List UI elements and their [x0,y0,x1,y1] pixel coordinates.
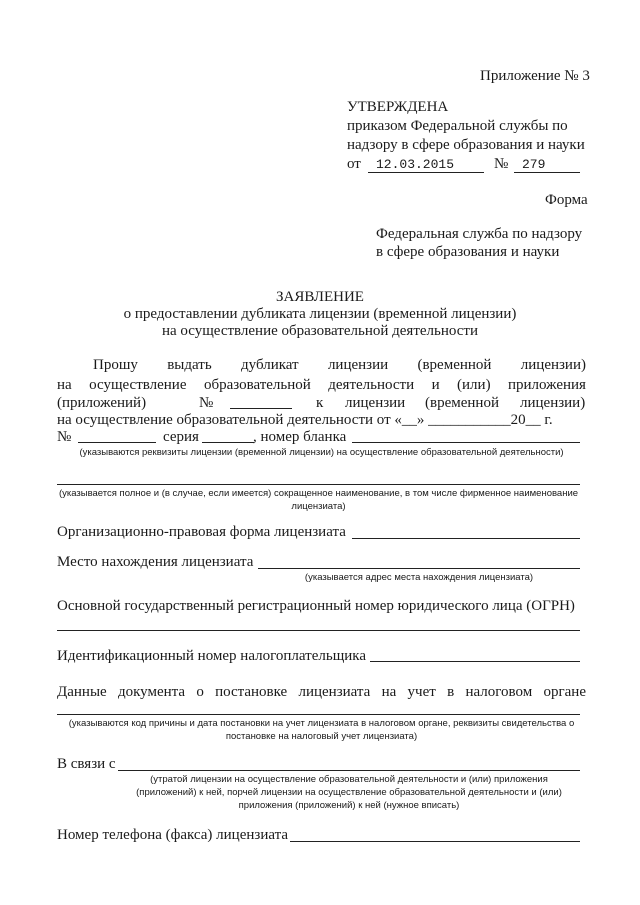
series-label: серия [163,429,199,445]
para-line-3-number-sign: № [199,395,214,411]
order-date: 12.03.2015 [376,157,455,172]
number-prefix: № [494,156,509,172]
word: лицензии [327,357,389,373]
word: налоговом [465,684,533,700]
para-line-3-temporary: (временной [425,395,499,411]
location-label: Место нахождения лицензиата [57,554,254,570]
license-number-field[interactable] [78,442,156,443]
para-line-4: на осуществление образовательной деятельности от «__» ___________20__ г. [57,412,553,428]
license-number-label: № [57,429,72,445]
addressee-line-1: Федеральная служба по надзору [376,226,583,242]
phone-label: Номер телефона (факса) лицензиата [57,827,289,843]
series-field[interactable] [202,442,254,443]
reason-field[interactable] [118,770,580,771]
licensee-name-hint-2: лицензиата) [291,501,346,512]
word: на [57,377,72,393]
appendix-number-field[interactable] [230,408,292,409]
word: приложения [508,377,586,393]
word: (или) [457,377,491,393]
location-field[interactable] [258,568,580,569]
tax-registration-field[interactable] [57,714,580,715]
addressee-line-2: в сфере образования и науки [376,244,560,260]
tax-hint-1: (указываются код причины и дата постановки на учет лицензиата в налоговом органе, реквизиты свидетельства о [68,718,575,729]
title-line-2: на осуществление образовательной деятельности [161,323,479,339]
tax-hint-2: постановке на налоговый учет лицензиата) [225,731,418,742]
ogrn-field[interactable] [57,630,580,631]
date-underline [368,172,484,173]
blank-number-field[interactable] [352,442,580,443]
location-hint: (указывается адрес места нахождения лицензиата) [304,572,534,583]
word: учет [407,684,436,700]
ogrn-label: Основной государственный регистрационный номер юридического лица (ОГРН) [57,598,575,614]
word: на [381,684,397,700]
word: лицензии) [520,357,586,373]
word: постановке [215,684,288,700]
inn-label: Идентификационный номер налогоплательщика [57,648,367,664]
order-number: 279 [522,157,546,172]
word: (временной [417,357,492,373]
word: образовательной [203,377,311,393]
org-form-field[interactable] [352,538,580,539]
tax-registration-label [57,684,586,701]
reason-hint-1: (утратой лицензии на осуществление образовательной деятельности и (или) приложения [150,774,548,785]
para-line-3-appendices: (приложений) [57,395,147,411]
document-title: ЗАЯВЛЕНИЕ [276,289,364,305]
para-line-1 [93,357,586,374]
licensee-name-hint-1: (указывается полное и (в случае, если имеется) сокращенное наименование, в том числе фирменное наименование [58,488,579,499]
word: Данные [57,684,107,700]
appendix-label: Приложение № 3 [480,68,590,84]
para-line-3-license-close: лицензии) [520,395,586,411]
reason-hint-2: (приложений) к ней, порчей лицензии на осуществление образовательной деятельности и (или) [136,787,562,798]
word: деятельности [328,377,415,393]
word: и [431,377,440,393]
word: дубликат [241,357,299,373]
word: Прошу [93,357,138,373]
word: о [196,684,204,700]
org-form-label: Организационно-правовая форма лицензиата [57,524,346,540]
inn-field[interactable] [370,661,580,662]
form-label: Форма [545,192,588,208]
date-prefix: от [347,156,361,172]
para-line-3-license: лицензии [345,395,406,411]
word: органе [543,684,586,700]
reason-hint-3: приложения (приложений) к ней (нужное вписать) [238,800,460,811]
word: выдать [167,357,212,373]
approved-label: УТВЕРЖДЕНА [347,99,449,115]
license-details-hint: (указываются реквизиты лицензии (временной лицензии) на осуществление образовательной деятельности) [79,447,564,458]
licensee-name-field[interactable] [57,484,580,485]
para-line-3-to: к [316,395,324,411]
word: лицензиата [298,684,371,700]
blank-number-label: , номер бланка [253,429,347,445]
phone-field[interactable] [290,841,580,842]
number-underline [514,172,580,173]
order-line-1: приказом Федеральной службы по [347,118,568,134]
word: документа [117,684,186,700]
word: осуществление [89,377,187,393]
title-line-1: о предоставлении дубликата лицензии (временной лицензии) [123,306,517,322]
order-line-2: надзору в сфере образования и науки [347,137,585,153]
reason-label: В связи с [57,756,116,772]
word: в [447,684,455,700]
para-line-2 [57,377,586,394]
